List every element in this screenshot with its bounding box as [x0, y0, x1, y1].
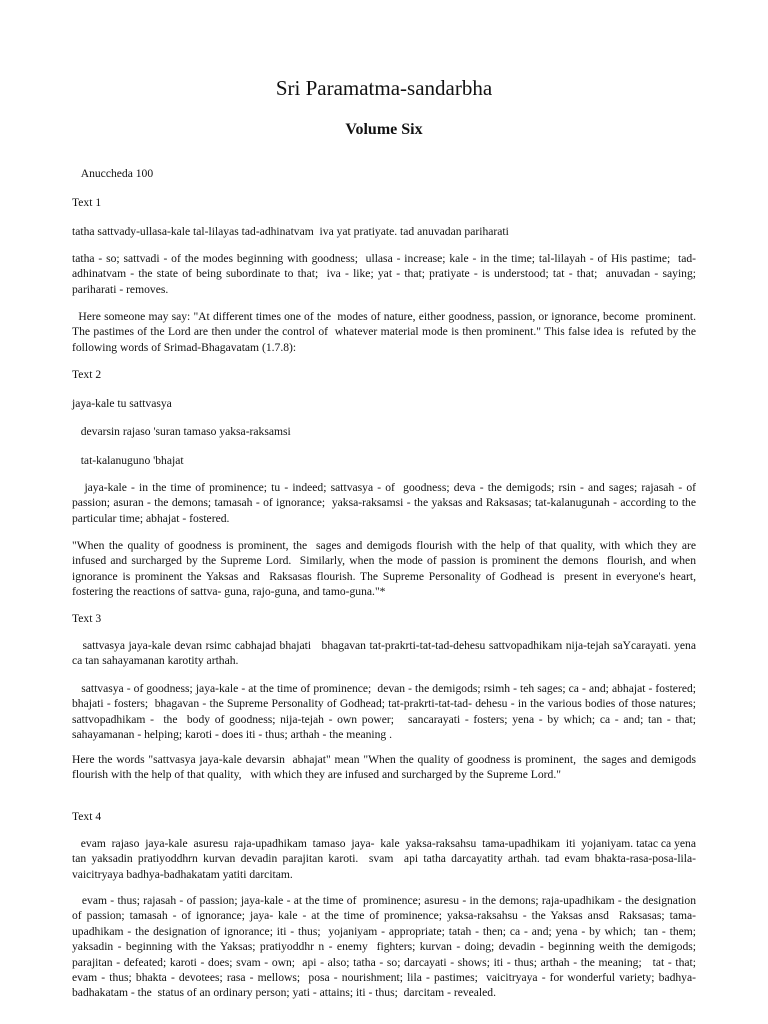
word-meaning-1: tatha - so; sattvadi - of the modes beginning with goodness; ullasa - increase; kale - in the time; tal-lilayah - of His pastime; tad-adhinatvam - the state of being subordinate to that; iva - like; yat - that; pratiyate - is understood; tat - that; anuvadan - saying; pariharati - removes.: [72, 252, 699, 296]
translation-1: Here someone may say: "At different times one of the modes of nature, either goodness, passion, or ignorance, become prominent. The pastimes of the Lord are then under the control of whatever material mode is then prominent." This false idea is refuted by the following words of Srimad-Bhagavatam (1.7.8):: [72, 310, 699, 354]
verse-line-2b: devarsin rajaso 'suran tamaso yaksa-raksamsi: [72, 425, 291, 438]
verse-text-1: tatha sattvady-ullasa-kale tal-lilayas tad-adhinatvam iva yat pratiyate. tad anuvadan pariharati: [72, 225, 509, 238]
section-heading-anuccheda: Anuccheda 100: [72, 167, 154, 180]
word-meaning-3: sattvasya - of goodness; jaya-kale - at the time of prominence; devan - the demigods; rsimh - teh sages; ca - and; abhajat - fostered; bhajati - fosters; bhagavan - the Supreme Personality of Godhead; tat-prakrti-tat-tad- dehesu - in the various bodies of those natures; sattvopadhikam - the body of goodness; nija-tejah - own power; sancarayati - fosters; yena - by which; ca - and; tan - that; sahayamanan - helping; karoti - does iti - thus; arthah - the meaning .: [72, 682, 702, 742]
translation-2: "When the quality of goodness is prominent, the sages and demigods flourish with the help of that quality, with which they are infused and surcharged by the Supreme Lord. Similarly, when the mode of passion is prominent the demons flourish, and when ignorance is prominent the Yaksas and Raksasas flourish. The Supreme Personality of Godhead is present in everyone's heart, fostering the reactions of sattva- guna, rajo-guna, and tamo-guna."*: [72, 539, 699, 599]
word-meaning-2: jaya-kale - in the time of prominence; tu - indeed; sattvasya - of goodness; deva - the demigods; rsin - and sages; rajasah - of passion; asuran - the demons; tamasah - of ignorance; yaksa-raksamsi - the yaksas and Raksasas; tat-kalanugunah - according to the particular time; abhajat - fostered.: [72, 481, 699, 525]
verse-line-2c: tat-kalanuguno 'bhajat: [72, 454, 184, 467]
document-subtitle: Volume Six: [345, 121, 423, 138]
text-heading-1: Text 1: [72, 196, 102, 209]
text-heading-4: Text 4: [72, 810, 102, 823]
text-heading-3: Text 3: [72, 612, 102, 625]
document-title: Sri Paramatma-sandarbha: [275, 76, 493, 100]
verse-line-2a: jaya-kale tu sattvasya: [72, 397, 172, 410]
translation-3: Here the words "sattvasya jaya-kale devarsin abhajat" mean "When the quality of goodness is prominent, the sages and demigods flourish with the help of that quality, with which they are infused and surcharged by the Supreme Lord.": [72, 753, 699, 782]
word-meaning-4: evam - thus; rajasah - of passion; jaya-kale - at the time of prominence; asuresu - in the demons; raja-upadhikam - the designation of passion; tamasah - of ignorance; jaya- kale - at the time of prominence; yaksa-raksahsu - the Yaksas ansd Raksasas; tama-upadhikam - the designation of ignorance; iti - thus; yojaniyam - appropriate; tatah - then; ca - and; yena - by which; tan - them; yaksadin - beginning with the Yaksas; pratiyoddhr n - enemy fighters; kurvan - doing; devadin - beginning weith the demigods; parajitan - defeated; karoti - does; svam - own; api - also; tatha - so; darcayati - shows; iti - thus; arthah - the meaning; tat - that; evam - thus; bhakta - devotees; rasa - mellows; posa - nourishment; lila - pastimes; vaicitryaya - for wonderful variety; badhya-badhakatam - the status of an ordinary person; yati - attains; iti - thus; darcitam - revealed.: [72, 894, 702, 1000]
text-heading-2: Text 2: [72, 368, 102, 381]
verse-text-3: sattvasya jaya-kale devan rsimc cabhajad bhajati bhagavan tat-prakrti-tat-tad-dehesu sattvopadhikam nija-tejah saYcarayati. yena ca tan sahayamanan karotity arthah.: [72, 639, 699, 668]
verse-text-4: evam rajaso jaya-kale asuresu raja-upadhikam tamaso jaya- kale yaksa-raksahsu tama-upadhikam iti yojaniyam. tatac ca yena tan yaksadin pratiyoddhrn kurvan devadin parajitan karoti. svam api tatha darcayatity arthah. tad evam bhakta-rasa-posa-lila- vaicitryaya badhya-badhakatam yatiti darcitam.: [72, 837, 702, 881]
